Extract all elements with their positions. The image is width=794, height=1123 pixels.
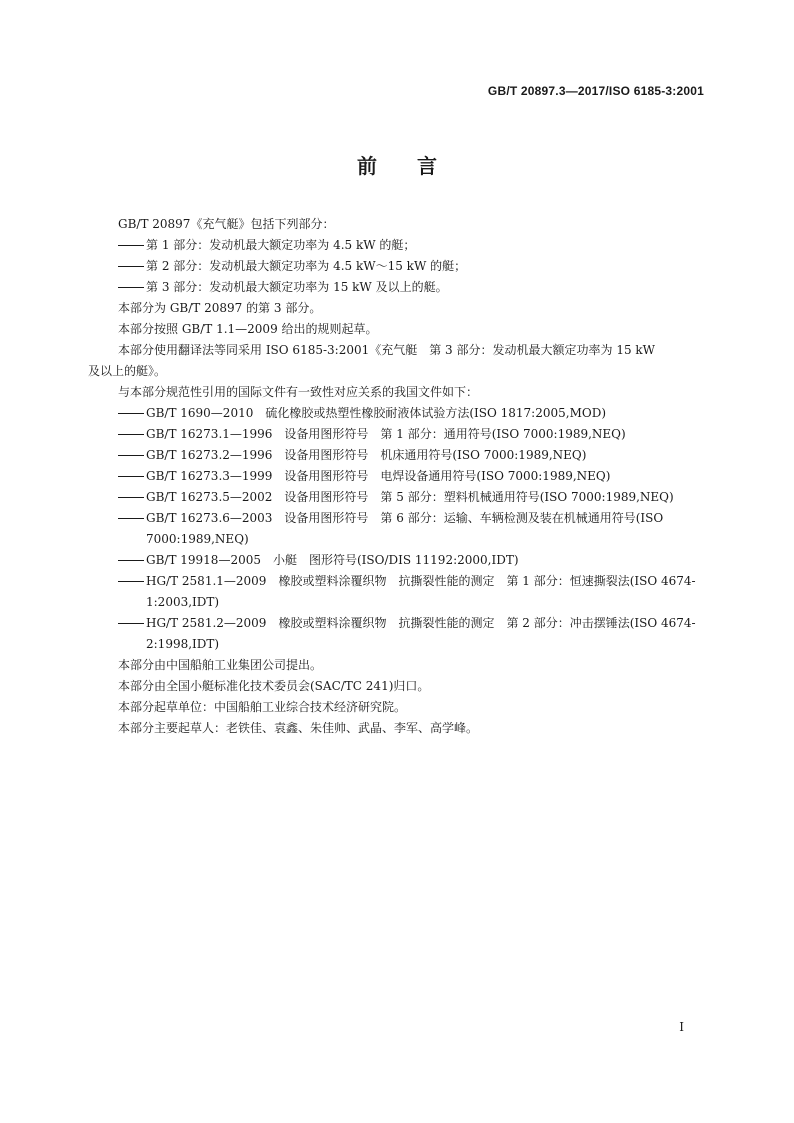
- document-code-header: GB/T 20897.3—2017/ISO 6185-3:2001: [487, 84, 704, 98]
- reference-text: GB/T 19918—2005 小艇 图形符号(ISO/DIS 11192:2000,IDT): [146, 553, 519, 567]
- reference-item: [118, 550, 705, 571]
- dash-mark: [118, 445, 146, 466]
- reference-item: [118, 613, 705, 655]
- body-paragraph: 本部分使用翻译法等同采用 ISO 6185-3:2001《充气艇 第 3 部分：发动机最大额定功率为 15 kW: [118, 343, 656, 357]
- dash-mark: [118, 403, 146, 424]
- part-list-text: 第 1 部分：发动机最大额定功率为 4.5 kW 的艇；: [146, 238, 416, 252]
- part-list-text: 第 2 部分：发动机最大额定功率为 4.5 kW～15 kW 的艇；: [146, 259, 467, 273]
- reference-text: HG/T 2581.2—2009 橡胶或塑料涂覆织物 抗撕裂性能的测定 第 2 部分：冲击摆锤法(ISO 4674-2:1998,IDT): [146, 616, 696, 651]
- reference-item: [118, 487, 705, 508]
- dash-mark: [118, 508, 146, 529]
- reference-item: [118, 466, 705, 487]
- part-list-item: [118, 277, 705, 298]
- reference-text: GB/T 16273.3—1999 设备用图形符号 电焊设备通用符号(ISO 7000:1989,NEQ): [146, 469, 611, 483]
- foreword-body: [88, 214, 705, 739]
- dash-mark: [118, 550, 146, 571]
- part-list-text: 第 3 部分：发动机最大额定功率为 15 kW 及以上的艇。: [146, 280, 448, 294]
- reference-text: GB/T 16273.2—1996 设备用图形符号 机床通用符号(ISO 7000:1989,NEQ): [146, 448, 587, 462]
- dash-mark: [118, 424, 146, 445]
- dash-mark: [118, 256, 146, 277]
- reference-item: [118, 424, 705, 445]
- reference-item: [118, 403, 705, 424]
- part-list-item: [118, 235, 705, 256]
- reference-text: GB/T 1690—2010 硫化橡胶或热塑性橡胶耐液体试验方法(ISO 1817:2005,MOD): [146, 406, 607, 420]
- page-title: 前言: [357, 154, 477, 178]
- body-paragraph: 本部分按照 GB/T 1.1—2009 给出的规则起草。: [118, 322, 378, 336]
- closing-paragraph: 本部分由全国小艇标准化技术委员会(SAC/TC 241)归口。: [118, 679, 430, 693]
- body-paragraph: 与本部分规范性引用的国际文件有一致性对应关系的我国文件如下：: [118, 385, 479, 399]
- body-paragraph: 本部分为 GB/T 20897 的第 3 部分。: [118, 301, 322, 315]
- reference-text: GB/T 16273.5—2002 设备用图形符号 第 5 部分：塑料机械通用符号(ISO 7000:1989,NEQ): [146, 490, 674, 504]
- page-number: I: [679, 1020, 684, 1034]
- dash-mark: [118, 277, 146, 298]
- part-list-item: [118, 256, 705, 277]
- dash-mark: [118, 613, 146, 634]
- closing-paragraph: 本部分起草单位：中国船舶工业综合技术经济研究院。: [118, 700, 407, 714]
- reference-item: [118, 571, 705, 613]
- body-paragraph-continuation: 及以上的艇》。: [88, 364, 167, 378]
- reference-item: [118, 508, 705, 550]
- closing-paragraph: 本部分由中国船舶工业集团公司提出。: [118, 658, 323, 672]
- dash-mark: [118, 487, 146, 508]
- dash-mark: [118, 466, 146, 487]
- reference-text: GB/T 16273.1—1996 设备用图形符号 第 1 部分：通用符号(ISO 7000:1989,NEQ): [146, 427, 626, 441]
- reference-item: [118, 445, 705, 466]
- closing-paragraph: 本部分主要起草人：老铁佳、袁鑫、朱佳帅、武晶、李军、高学峰。: [118, 721, 479, 735]
- reference-text: GB/T 16273.6—2003 设备用图形符号 第 6 部分：运输、车辆检测及装在机械通用符号(ISO 7000:1989,NEQ): [146, 511, 664, 546]
- dash-mark: [118, 571, 146, 592]
- dash-mark: [118, 235, 146, 256]
- intro-paragraph: GB/T 20897《充气艇》包括下列部分：: [118, 217, 335, 231]
- reference-text: HG/T 2581.1—2009 橡胶或塑料涂覆织物 抗撕裂性能的测定 第 1 部分：恒速撕裂法(ISO 4674-1:2003,IDT): [146, 574, 696, 609]
